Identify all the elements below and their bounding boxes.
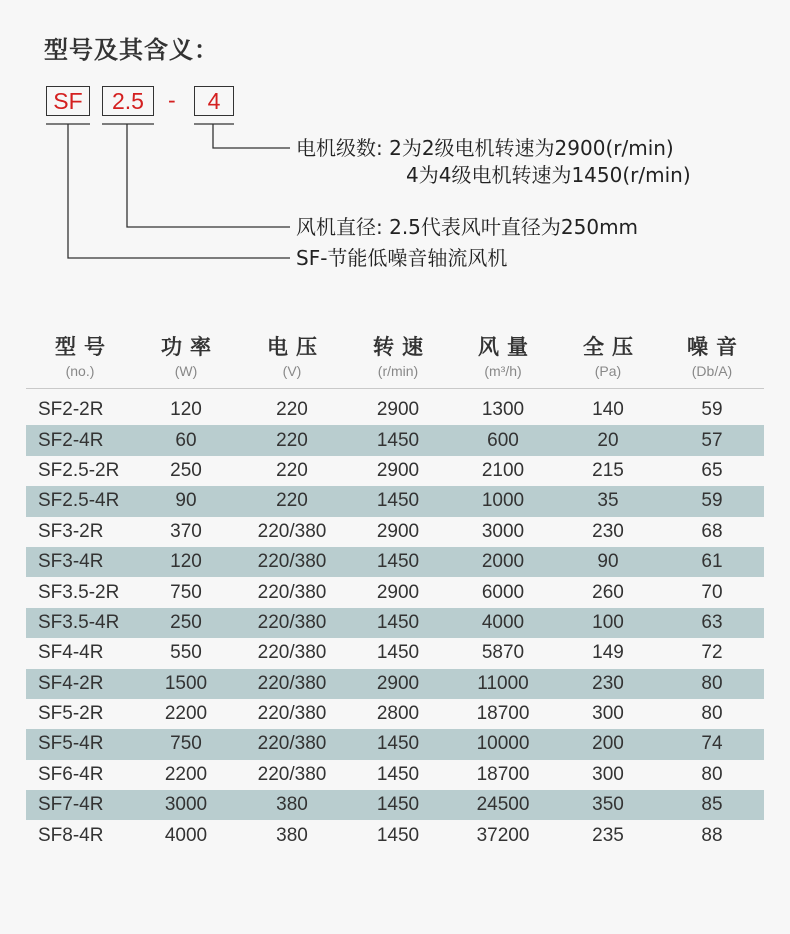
table-cell: 6000	[481, 581, 525, 603]
table-cell: 59	[701, 490, 723, 512]
table-cell: 250	[170, 611, 202, 633]
table-cell: 80	[701, 763, 723, 785]
table-cell: SF6-4R	[38, 763, 104, 785]
table-cell: 220/380	[257, 763, 327, 785]
table-row	[26, 638, 764, 668]
table-cell: 1450	[376, 642, 420, 664]
table-cell: 220/380	[257, 672, 327, 694]
code-diameter-box: 2.5	[102, 86, 154, 116]
table-cell: 11000	[477, 672, 529, 694]
table-cell: 1450	[376, 611, 420, 633]
table-cell: 220	[276, 429, 308, 451]
table-cell: 230	[592, 672, 624, 694]
note-series: SF-节能低噪音轴流风机	[296, 246, 508, 270]
table-row	[26, 456, 764, 486]
table-cell: 88	[701, 824, 723, 846]
table-cell: SF7-4R	[38, 794, 104, 816]
table-cell: 74	[701, 733, 723, 755]
table-cell: 3000	[164, 794, 208, 816]
table-cell: 300	[592, 763, 624, 785]
table-cell: 370	[170, 520, 202, 542]
table-cell: 65	[701, 459, 723, 481]
table-cell: 2000	[481, 551, 525, 573]
table-cell: 235	[592, 824, 624, 846]
table-cell: 220/380	[257, 581, 327, 603]
table-row	[26, 425, 764, 455]
code-dash: -	[168, 87, 176, 113]
table-cell: 18700	[476, 763, 530, 785]
table-cell: 100	[592, 611, 624, 633]
table-cell: 5870	[481, 642, 525, 664]
table-cell: 1300	[481, 399, 525, 421]
table-cell: 2100	[481, 459, 525, 481]
table-cell: 24500	[476, 794, 530, 816]
table-cell: 85	[701, 794, 723, 816]
table-cell: 2900	[376, 399, 420, 421]
table-cell: SF3.5-2R	[38, 581, 120, 603]
table-cell: 600	[487, 429, 519, 451]
table-cell: 220/380	[257, 611, 327, 633]
table-cell: SF3.5-4R	[38, 611, 120, 633]
table-cell: 220/380	[257, 520, 327, 542]
table-cell: 380	[276, 794, 308, 816]
header-noise: 噪音 (Db/A)	[687, 335, 745, 379]
table-cell: 80	[701, 672, 723, 694]
table-cell: 149	[592, 642, 624, 664]
table-cell: 63	[701, 611, 723, 633]
table-row	[26, 608, 764, 638]
table-cell: 215	[592, 459, 624, 481]
table-cell: 1450	[376, 490, 420, 512]
table-cell: SF2.5-4R	[38, 490, 120, 512]
table-cell: 220/380	[257, 733, 327, 755]
table-cell: 37200	[476, 824, 530, 846]
table-row	[26, 790, 764, 820]
table-cell: 1500	[164, 672, 208, 694]
table-cell: 220/380	[257, 703, 327, 725]
header-pressure: 全压 (Pa)	[583, 335, 641, 379]
table-cell: 10000	[476, 733, 530, 755]
table-cell: 1450	[376, 551, 420, 573]
table-cell: 1450	[376, 763, 420, 785]
table-row	[26, 486, 764, 516]
header-model: 型号 (no.)	[55, 335, 113, 379]
header-power: 功率 (W)	[161, 335, 219, 379]
table-cell: 61	[701, 551, 723, 573]
table-header	[26, 332, 764, 389]
note-motor-poles-2: 4为4级电机转速为1450(r/min)	[406, 163, 691, 187]
table-cell: 4000	[481, 611, 525, 633]
table-cell: 220/380	[257, 642, 327, 664]
note-diameter: 风机直径: 2.5代表风叶直径为250mm	[296, 215, 639, 239]
code-series-box: SF	[46, 86, 90, 116]
table-cell: 18700	[476, 703, 530, 725]
table-cell: SF5-2R	[38, 703, 104, 725]
note-motor-poles-1: 电机级数: 2为2级电机转速为2900(r/min)	[296, 136, 674, 160]
table-cell: 1450	[376, 794, 420, 816]
table-row	[26, 820, 764, 850]
table-body	[26, 395, 764, 851]
table-cell: 350	[592, 794, 624, 816]
header-speed: 转速 (r/min)	[373, 335, 431, 379]
table-row	[26, 729, 764, 759]
table-cell: 2900	[376, 459, 420, 481]
header-voltage: 电压 (V)	[267, 335, 325, 379]
table-cell: 220/380	[257, 551, 327, 573]
table-cell: 220	[276, 490, 308, 512]
table-cell: 59	[701, 399, 723, 421]
table-cell: 200	[592, 733, 624, 755]
table-cell: 220	[276, 399, 308, 421]
table-cell: 750	[170, 581, 202, 603]
spec-table	[26, 332, 764, 851]
table-cell: 1450	[376, 429, 420, 451]
table-cell: 4000	[164, 824, 208, 846]
table-cell: 1000	[481, 490, 525, 512]
table-row	[26, 760, 764, 790]
table-row	[26, 669, 764, 699]
table-cell: 20	[597, 429, 619, 451]
table-cell: SF4-4R	[38, 642, 104, 664]
table-cell: 550	[170, 642, 202, 664]
table-cell: SF3-4R	[38, 551, 104, 573]
table-cell: SF2-4R	[38, 429, 104, 451]
table-cell: 2900	[376, 581, 420, 603]
table-row	[26, 699, 764, 729]
table-cell: 90	[175, 490, 197, 512]
table-cell: 57	[701, 429, 723, 451]
table-cell: SF4-2R	[38, 672, 104, 694]
table-cell: 220	[276, 459, 308, 481]
table-cell: SF3-2R	[38, 520, 104, 542]
header-airflow: 风量 (m³/h)	[478, 335, 536, 379]
table-cell: 70	[701, 581, 723, 603]
table-row	[26, 547, 764, 577]
table-cell: 250	[170, 459, 202, 481]
table-cell: 1450	[376, 824, 420, 846]
table-cell: SF2.5-2R	[38, 459, 120, 481]
table-cell: 120	[170, 551, 202, 573]
table-cell: 72	[701, 642, 723, 664]
table-row	[26, 577, 764, 607]
table-cell: 2900	[376, 520, 420, 542]
table-cell: 2200	[164, 703, 208, 725]
table-cell: 1450	[376, 733, 420, 755]
table-cell: 2800	[376, 703, 420, 725]
code-poles-box: 4	[194, 86, 234, 116]
table-cell: SF8-4R	[38, 824, 104, 846]
table-cell: 80	[701, 703, 723, 725]
table-cell: 140	[592, 399, 624, 421]
table-cell: 60	[175, 429, 197, 451]
table-cell: 230	[592, 520, 624, 542]
table-cell: 120	[170, 399, 202, 421]
page-title: 型号及其含义：	[44, 36, 219, 64]
table-cell: 68	[701, 520, 723, 542]
table-cell: SF5-4R	[38, 733, 104, 755]
table-cell: 750	[170, 733, 202, 755]
table-cell: 2200	[164, 763, 208, 785]
table-row	[26, 395, 764, 425]
table-cell: 380	[276, 824, 308, 846]
table-cell: 35	[597, 490, 619, 512]
table-cell: SF2-2R	[38, 399, 104, 421]
table-row	[26, 517, 764, 547]
table-cell: 3000	[481, 520, 525, 542]
table-cell: 90	[597, 551, 619, 573]
table-cell: 2900	[376, 672, 420, 694]
table-cell: 300	[592, 703, 624, 725]
table-cell: 260	[592, 581, 624, 603]
